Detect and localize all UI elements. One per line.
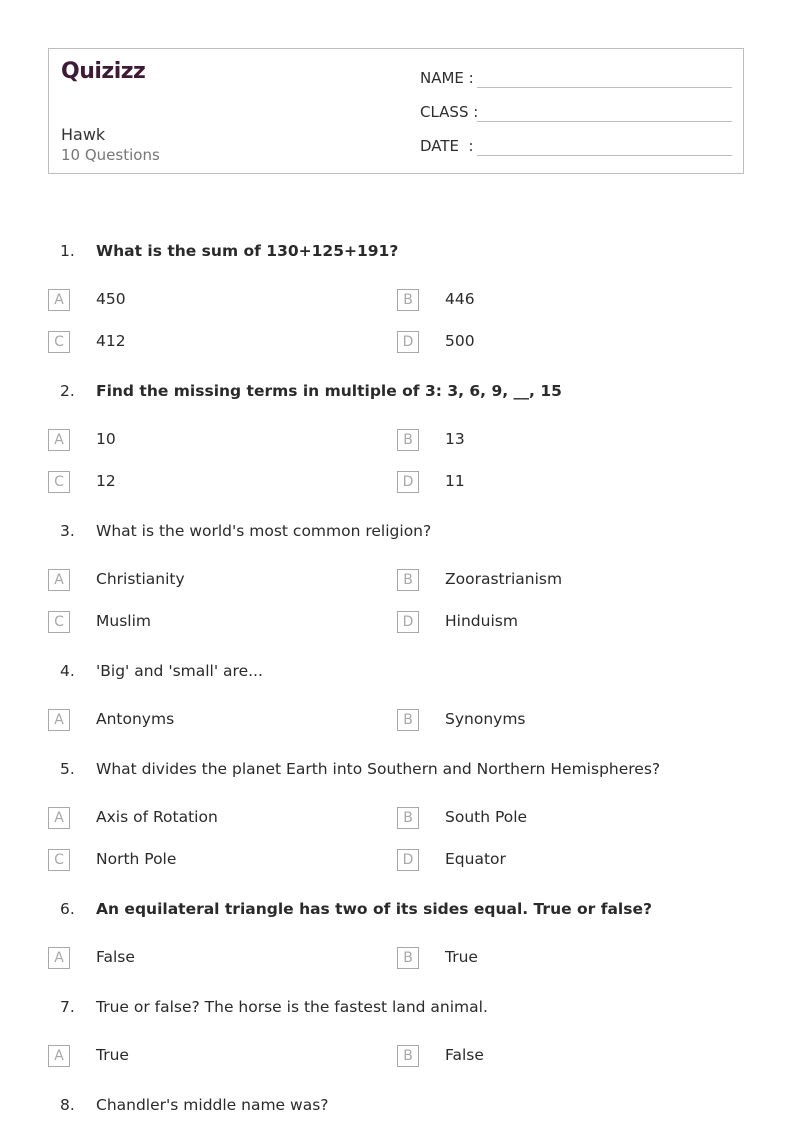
question-number: 3. (60, 522, 75, 540)
option-letter-box[interactable]: B (397, 569, 419, 591)
option-text: Muslim (96, 612, 151, 630)
option-letter-box[interactable]: B (397, 709, 419, 731)
option-text: Antonyms (96, 710, 175, 728)
option-letter-box[interactable]: D (397, 849, 419, 871)
question-text: What is the world's most common religion? (96, 522, 432, 540)
option-letter-box[interactable]: A (48, 947, 70, 969)
option-letter-box[interactable]: A (48, 289, 70, 311)
option-text: 13 (445, 430, 465, 448)
option-text: True (445, 948, 478, 966)
question-text: 'Big' and 'small' are... (96, 662, 263, 680)
class-label: CLASS : (420, 103, 479, 121)
option-text: Zoorastrianism (445, 570, 563, 588)
class-line[interactable] (477, 121, 732, 122)
option-text: True (96, 1046, 129, 1064)
question-number: 2. (60, 382, 75, 400)
option-letter-box[interactable]: C (48, 611, 70, 633)
quiz-title: Hawk (61, 125, 106, 144)
option-letter-box[interactable]: D (397, 611, 419, 633)
question-number: 4. (60, 662, 75, 680)
question-number: 5. (60, 760, 75, 778)
option-letter-box[interactable]: B (397, 429, 419, 451)
option-text: Hinduism (445, 612, 518, 630)
option-text: False (445, 1046, 484, 1064)
date-line[interactable] (477, 155, 732, 156)
name-label: NAME : (420, 69, 474, 87)
question-number: 8. (60, 1096, 75, 1114)
option-text: 12 (96, 472, 116, 490)
question-text: Find the missing terms in multiple of 3: 3, 6, 9, __, 15 (96, 382, 562, 400)
option-letter-box[interactable]: B (397, 807, 419, 829)
option-letter-box[interactable]: B (397, 947, 419, 969)
option-letter-box[interactable]: D (397, 331, 419, 353)
option-text: Synonyms (445, 710, 526, 728)
name-field[interactable] (420, 69, 474, 87)
option-letter-box[interactable]: A (48, 807, 70, 829)
option-text: 10 (96, 430, 116, 448)
option-text: Equator (445, 850, 506, 868)
worksheet-header (48, 48, 744, 174)
question-text: True or false? The horse is the fastest land animal. (96, 998, 488, 1016)
question-text: An equilateral triangle has two of its sides equal. True or false? (96, 900, 652, 918)
question-number: 6. (60, 900, 75, 918)
date-field[interactable] (420, 137, 474, 155)
question-text: What is the sum of 130+125+191? (96, 242, 399, 260)
question-number: 1. (60, 242, 75, 260)
option-text: Christianity (96, 570, 185, 588)
class-field[interactable] (420, 103, 478, 121)
option-letter-box[interactable]: C (48, 471, 70, 493)
option-text: 446 (445, 290, 475, 308)
option-letter-box[interactable]: D (397, 471, 419, 493)
option-text: False (96, 948, 135, 966)
option-text: Axis of Rotation (96, 808, 218, 826)
option-letter-box[interactable]: C (48, 849, 70, 871)
option-letter-box[interactable]: B (397, 289, 419, 311)
option-letter-box[interactable]: A (48, 1045, 70, 1067)
quizizz-logo: Quizizz (61, 59, 146, 84)
question-text: Chandler's middle name was? (96, 1096, 329, 1114)
option-letter-box[interactable]: C (48, 331, 70, 353)
option-letter-box[interactable]: A (48, 709, 70, 731)
option-text: 11 (445, 472, 465, 490)
option-text: South Pole (445, 808, 528, 826)
option-letter-box[interactable]: A (48, 429, 70, 451)
option-text: 500 (445, 332, 475, 350)
name-line[interactable] (477, 87, 732, 88)
option-letter-box[interactable]: B (397, 1045, 419, 1067)
date-label: DATE : (420, 137, 474, 155)
option-text: North Pole (96, 850, 177, 868)
option-letter-box[interactable]: A (48, 569, 70, 591)
question-count: 10 Questions (61, 146, 160, 164)
question-number: 7. (60, 998, 75, 1016)
question-text: What divides the planet Earth into Southern and Northern Hemispheres? (96, 760, 661, 778)
option-text: 450 (96, 290, 126, 308)
option-text: 412 (96, 332, 126, 350)
